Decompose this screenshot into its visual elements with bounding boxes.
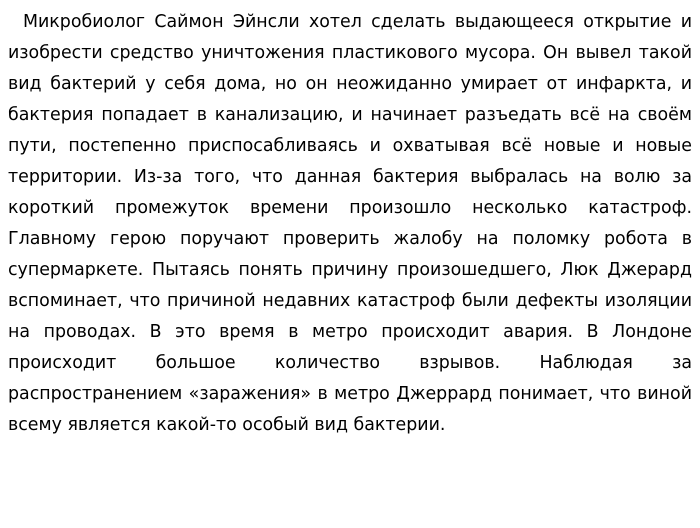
article-body xyxy=(8,7,692,441)
article-paragraph: Микробиолог Саймон Эйнсли хотел сделать выдающееся открытие и изобрести средство уничтожения пластикового мусора. Он вывел такой вид бактерий у себя дома, но он неожиданно умирает от инфаркта, и бактерия попадает в канализацию, и начинает разъедать всё на своём пути, постепенно приспосабливаясь и охватывая всё новые и новые территории. Из-за того, что данная бактерия выбралась на волю за короткий промежуток времени произошло несколько катастроф. Главному герою поручают проверить жалобу на поломку робота в супермаркете. Пытаясь понять причину произошедшего, Люк Джерард вспоминает, что причиной недавних катастроф были дефекты изоляции на проводах. В это время в метро происходит авария. В Лондоне происходит большое количество взрывов. Наблюдая за распространением «заражения» в метро Джеррард понимает, что виной всему является какой-то особый вид бактерии. xyxy=(8,12,692,435)
